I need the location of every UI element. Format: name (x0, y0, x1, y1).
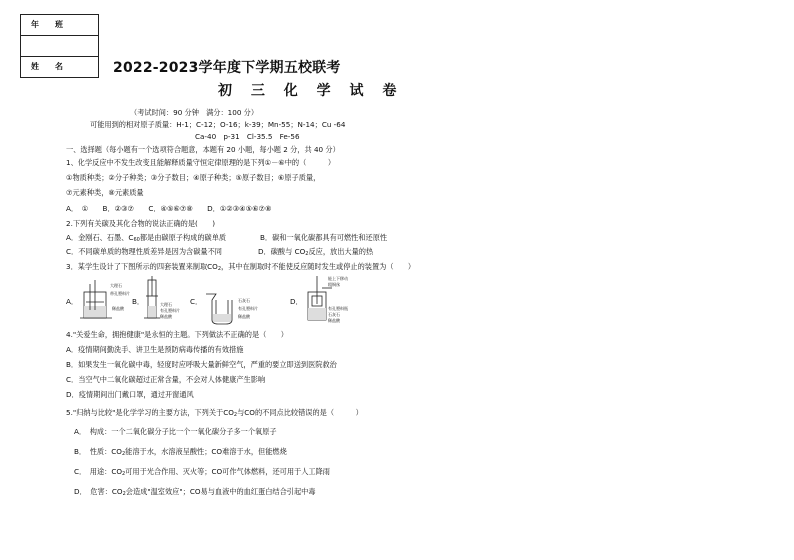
student-info-box (20, 14, 99, 78)
q4-option-d: D．疫情期间出门戴口罩，通过开窗通风 (66, 390, 194, 399)
name-label: 姓 名 (31, 62, 63, 71)
q4-option-b: B．如果发生一氧化碳中毒，轻度时应呼吸大量新鲜空气，严重的要立即送到医院救治 (66, 360, 337, 369)
apparatus-a-label-3: 稀盐酸 (112, 306, 124, 311)
apparatus-c-label-1: 石灰石 (238, 298, 250, 303)
q4-option-a: A．疫情期间勤洗手、讲卫生是预防病毒传播的有效措施 (66, 345, 244, 354)
q1-line3: ⑦元素种类，⑧元素质量 (66, 188, 144, 197)
class-label: 年 班 (31, 20, 63, 29)
section-heading: 一、选择题（每小题有一个选项符合题意，本题有 20 小题，每小题 2 分，共 40 分） (66, 145, 340, 154)
apparatus-d-label-2: 粗铜丝 (328, 282, 340, 287)
q5-option-d: D． 危害：$CO_2$会造成"温室效应"；CO易与血液中的血红蛋白结合引起中毒 (74, 487, 316, 497)
apparatus-b-label-2: 有孔塑料片 (160, 308, 180, 313)
apparatus-d-label-1: 能上下移动 (328, 276, 348, 281)
apparatus-a-label-1: 大理石 (110, 283, 122, 288)
exam-subtitle: 初 三 化 学 试 卷 (218, 83, 404, 99)
name-field[interactable] (21, 56, 98, 77)
q5-option-c: C． 用途：$CO_2$可用于光合作用、灭火等；CO可作气体燃料，还可用于人工降雨 (74, 467, 330, 477)
q4-option-c: C．当空气中二氧化碳超过正常含量，不会对人体健康产生影响 (66, 375, 266, 384)
q5-option-b: B． 性质：$CO_2$能溶于水，水溶液呈酸性；CO难溶于水，但能燃烧 (74, 447, 287, 457)
exam-info: （考试时间：90 分钟 满分：100 分） (130, 108, 259, 117)
q3-label-c: C． (190, 297, 203, 306)
apparatus-d-label-3: 有孔塑料瓶 (328, 306, 348, 311)
apparatus-c-label-3: 稀盐酸 (238, 314, 250, 319)
q3-stem: 3．某学生设计了下图所示的四套装置来制取$CO_2$，其中在制取时不能使反应随时发生或停止的装置为（ ） (66, 262, 416, 272)
apparatus-b-label-1: 大理石 (160, 302, 172, 307)
q5-option-a: A． 构成：一个二氧化碳分子比一个一氧化碳分子多一个氧原子 (74, 427, 277, 436)
q1-stem: 1、化学反应中不发生改变且能解释质量守恒定律原理的是下列①－⑥中的（ ） (66, 158, 336, 167)
q2-option-c: C．不同碳单质的物理性质差异是因为含碳量不同 (66, 247, 222, 256)
exam-title: 2022-2023学年度下学期五校联考 (113, 60, 341, 76)
q3-label-a: A． (66, 297, 79, 306)
q4-stem: 4."关爱生命，拥抱健康"是永恒的主题。下列做法不正确的是（ ） (66, 330, 288, 339)
q2-option-d: D．碳酸与 $CO_2$反应，放出大量的热 (258, 247, 374, 257)
q3-label-b: B． (132, 297, 145, 306)
atomic-mass-line2: Ca-40 p-31 Cl-35.5 Fe-56 (195, 132, 300, 141)
q2-option-a: A．金刚石、石墨、$C_{60}$都是由碳原子构成的碳单质 (66, 233, 227, 243)
q2-stem: 2.下列有关碳及其化合物的说法正确的是( ) (66, 219, 216, 228)
q1-options: A． ① B．②③⑦ C．④⑤⑥⑦⑧ D．①②③④⑤⑥⑦⑧ (66, 204, 272, 213)
apparatus-a-label-2: 带孔塑料片 (110, 291, 130, 296)
apparatus-d-label-5: 稀盐酸 (328, 318, 340, 323)
q5-stem: 5."归纳与比较"是化学学习的主要方法，下列关于$CO_2$与CO的不同点比较错误的是（ ） (66, 408, 363, 418)
apparatus-c-label-2: 有孔塑料片 (238, 306, 258, 311)
apparatus-c-diagram (202, 292, 242, 326)
atomic-mass-line1: 可能用到的相对原子质量：H-1；C-12；O-16；k-39；Mn-55；N-14；Cu -64 (90, 120, 346, 129)
apparatus-b-label-3: 稀盐酸 (160, 314, 172, 319)
q2-option-b: B．碳和一氧化碳都具有可燃性和还原性 (260, 233, 388, 242)
class-field[interactable] (21, 15, 98, 36)
q3-label-d: D． (290, 297, 303, 306)
q1-line2: ①物质种类；②分子种类；③分子数目；④原子种类；⑤原子数目；⑥原子质量， (66, 173, 321, 182)
apparatus-d-label-4: 石灰石 (328, 312, 340, 317)
